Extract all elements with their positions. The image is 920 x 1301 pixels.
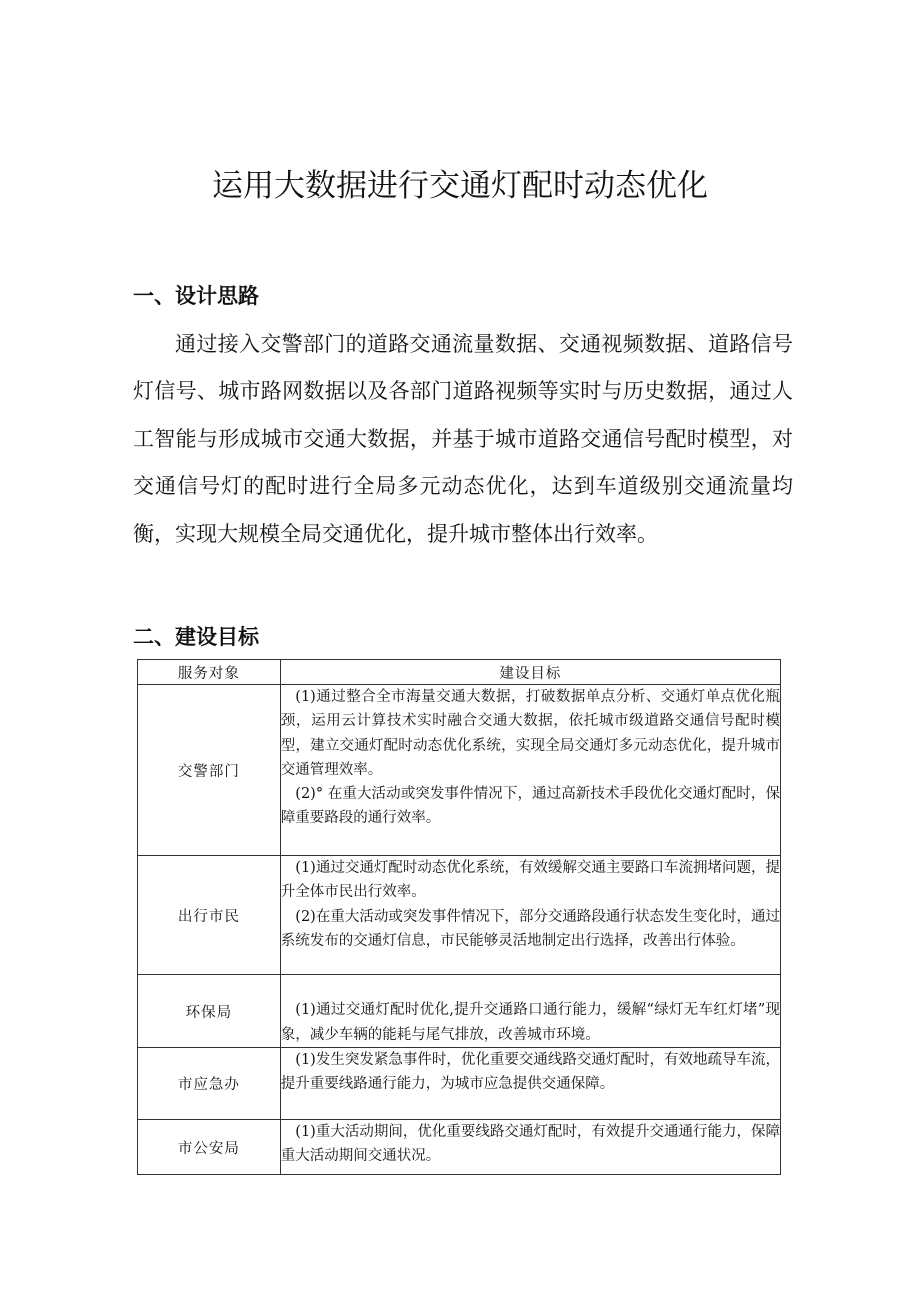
goal-item: (2)° 在重大活动或突发事件情况下，通过高新技术手段优化交通灯配时，保障重要路段的通行效率。: [280, 786, 780, 827]
goal-cell: [280, 1048, 780, 1120]
table-header-row: [138, 660, 781, 685]
service-object-cell: 出行市民: [138, 856, 281, 975]
goal-item: (1)通过交通灯配时优化,提升交通路口通行能力，缓解“绿灯无车红灯堵”现象，减少车辆的能耗与尾气排放，改善城市环境。: [280, 1002, 780, 1043]
document-title: 运用大数据进行交通灯配时动态优化: [212, 168, 708, 204]
service-object-cell: 交警部门: [138, 685, 281, 856]
section-heading-design-idea: 一、设计思路: [133, 284, 259, 308]
goal-item: (1)发生突发紧急事件时，优化重要交通线路交通灯配时，有效地疏导车流，提升重要线路通行能力，为城市应急提供交通保障。: [280, 1052, 780, 1093]
table-row: [138, 1048, 781, 1120]
goal-item: (2)在重大活动或突发事件情况下，部分交通路段通行状态发生变化时，通过系统发布的交通灯信息，市民能够灵活地制定出行选择，改善出行体验。: [280, 908, 780, 949]
table-row: [138, 856, 781, 975]
design-idea-paragraph: 通过接入交警部门的道路交通流量数据、交通视频数据、道路信号灯信号、城市路网数据以及各部门道路视频等实时与历史数据，通过人工智能与形成城市交通大数据，并基于城市道路交通信号配时模型，对交通信号灯的配时进行全局多元动态优化，达到车道级别交通流量均衡，实现大规模全局交通优化，提升城市整体出行效率。: [133, 332, 793, 546]
table-row: [138, 685, 781, 856]
service-object-cell: 市公安局: [138, 1120, 281, 1175]
goal-cell: [280, 685, 780, 856]
goal-cell: [280, 1120, 780, 1175]
service-object-cell: 环保局: [138, 975, 281, 1048]
section-heading-construction-goals: 二、建设目标: [133, 625, 259, 649]
header-service-object: 服务对象: [138, 660, 281, 685]
table-row: [138, 975, 781, 1048]
table-row: [138, 1120, 781, 1175]
goal-cell: [280, 856, 780, 975]
goal-item: (1)通过整合全市海量交通大数据，打破数据单点分析、交通灯单点优化瓶颈，运用云计算技术实时融合交通大数据，依托城市级道路交通信号配时模型，建立交通灯配时动态优化系统，实现全局交通灯多元动态优化，提升城市交通管理效率。: [280, 689, 780, 778]
goal-item: (1)通过交通灯配时动态优化系统，有效缓解交通主要路口车流拥堵问题，提升全体市民出行效率。: [280, 860, 780, 901]
goal-cell: [280, 975, 780, 1048]
header-construction-goal: 建设目标: [280, 660, 780, 685]
goals-table: [137, 659, 781, 1175]
goal-item: (1)重大活动期间，优化重要线路交通灯配时，有效提升交通通行能力，保障重大活动期间交通状况。: [280, 1124, 780, 1165]
service-object-cell: 市应急办: [138, 1048, 281, 1120]
